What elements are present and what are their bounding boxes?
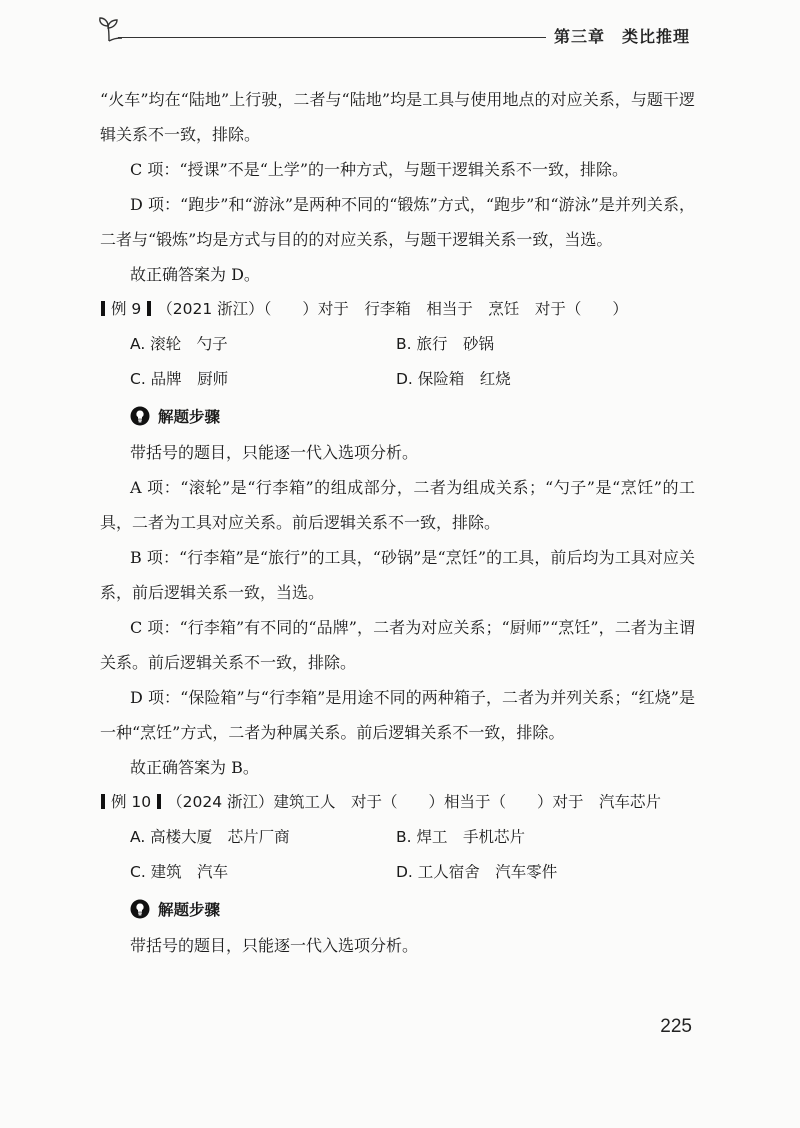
solution-steps-heading xyxy=(130,890,695,928)
leaf-icon xyxy=(96,14,126,44)
paragraph: 带括号的题目，只能逐一代入选项分析。 xyxy=(130,936,419,955)
header-rule xyxy=(118,37,546,38)
example-marker xyxy=(157,794,161,809)
option-c: C. 品牌 厨师 xyxy=(130,370,229,388)
paragraph: C 项：“行李箱”有不同的“品牌”，二者为对应关系；“厨师”“烹饪”，二者为主谓关系。前后逻辑关系不一致，排除。 xyxy=(100,618,695,672)
paragraph: 故正确答案为 B。 xyxy=(130,758,259,777)
option-c: C. 建筑 汽车 xyxy=(130,863,229,881)
steps-label: 解题步骤 xyxy=(158,408,221,426)
solution-steps-heading xyxy=(130,397,695,435)
question-text: （2024 浙江）建筑工人 对于（ ）相当于（ ）对于 汽车芯片 xyxy=(167,793,662,811)
option-b: B. 焊工 手机芯片 xyxy=(396,828,525,846)
example-label: 例 10 xyxy=(111,793,152,811)
paragraph: “火车”均在“陆地”上行驶，二者与“陆地”均是工具与使用地点的对应关系，与题干逻辑关系不一致，排除。 xyxy=(100,90,695,144)
example-9-question xyxy=(100,292,695,327)
paragraph: B 项：“行李箱”是“旅行”的工具，“砂锅”是“烹饪”的工具，前后均为工具对应关系，前后逻辑关系一致，当选。 xyxy=(100,548,695,602)
page-header xyxy=(96,14,696,50)
option-a: A. 滚轮 勺子 xyxy=(130,335,228,353)
lightbulb-icon xyxy=(130,406,150,426)
page-number: 225 xyxy=(660,1016,692,1037)
steps-label: 解题步骤 xyxy=(158,901,221,919)
chapter-title: 第三章 类比推理 xyxy=(553,27,690,46)
example-10-options xyxy=(130,820,695,890)
paragraph: D 项：“跑步”和“游泳”是两种不同的“锻炼”方式，“跑步”和“游泳”是并列关系，二者与“锻炼”均是方式与目的的对应关系，与题干逻辑关系一致，当选。 xyxy=(100,195,695,249)
example-9-options xyxy=(130,327,695,397)
paragraph: A 项：“滚轮”是“行李箱”的组成部分，二者为组成关系；“勺子”是“烹饪”的工具，二者为工具对应关系。前后逻辑关系不一致，排除。 xyxy=(100,478,695,532)
example-label: 例 9 xyxy=(111,300,142,318)
option-d: D. 保险箱 红烧 xyxy=(396,370,511,388)
option-b: B. 旅行 砂锅 xyxy=(396,335,494,353)
option-a: A. 高楼大厦 芯片厂商 xyxy=(130,828,290,846)
page-content xyxy=(100,82,695,963)
paragraph: 带括号的题目，只能逐一代入选项分析。 xyxy=(130,443,419,462)
paragraph: 故正确答案为 D。 xyxy=(130,265,260,284)
example-10-question xyxy=(100,785,695,820)
example-marker xyxy=(147,301,151,316)
question-text: （2021 浙江）（ ）对于 行李箱 相当于 烹饪 对于（ ） xyxy=(157,300,628,318)
lightbulb-icon xyxy=(130,899,150,919)
example-marker xyxy=(101,794,105,809)
paragraph: C 项：“授课”不是“上学”的一种方式，与题干逻辑关系不一致，排除。 xyxy=(130,160,629,179)
option-d: D. 工人宿舍 汽车零件 xyxy=(396,863,558,881)
paragraph: D 项：“保险箱”与“行李箱”是用途不同的两种箱子，二者为并列关系；“红烧”是一种“烹饪”方式，二者为种属关系。前后逻辑关系不一致，排除。 xyxy=(100,688,695,742)
example-marker xyxy=(101,301,105,316)
